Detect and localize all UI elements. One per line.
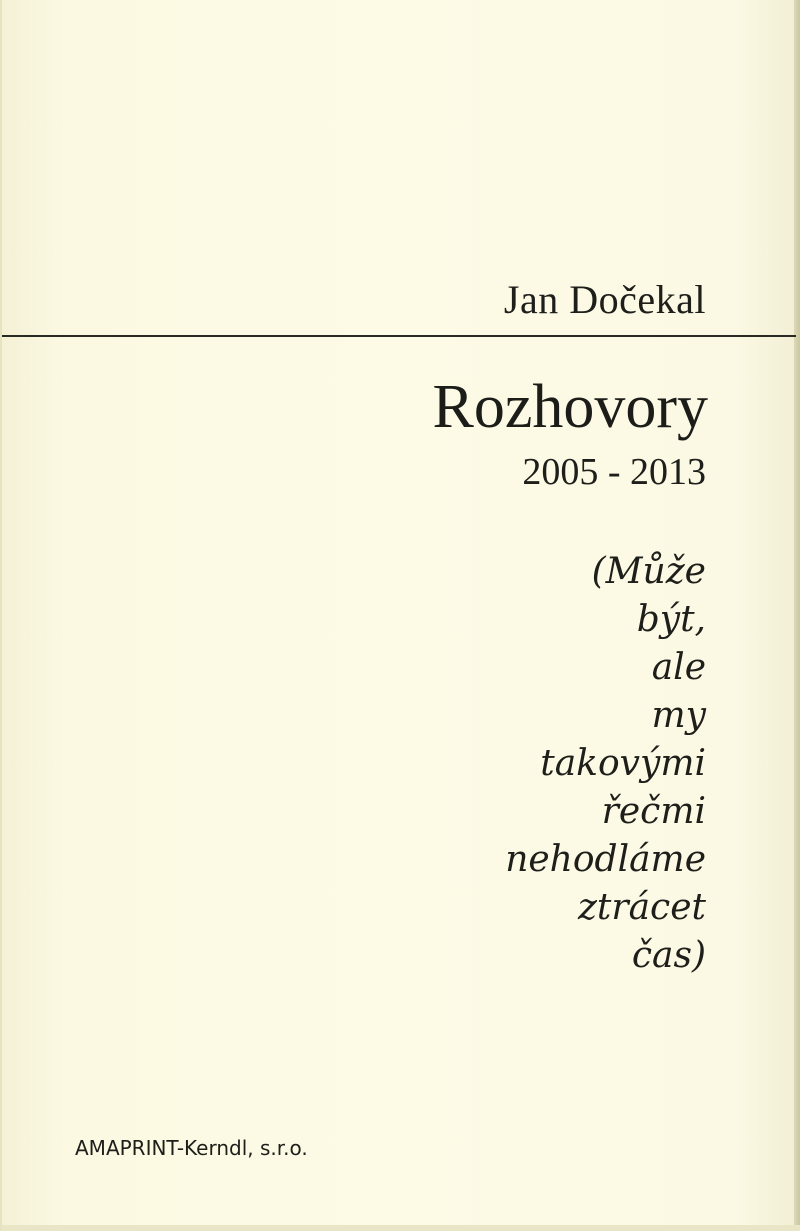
cover-edge [794, 0, 800, 1231]
subtitle-line: čas) [631, 935, 706, 976]
subtitle-line: (Může [591, 551, 706, 592]
subtitle-quote [505, 548, 706, 980]
author-name: Jan Dočekal [503, 277, 706, 322]
horizontal-rule [2, 335, 796, 337]
book-title: Rozhovory [432, 373, 708, 441]
subtitle-line: takovými [540, 743, 706, 784]
cover-bottom-edge [2, 1225, 800, 1231]
publisher-name: AMAPRINT-Kerndl, s.r.o. [75, 1136, 308, 1160]
subtitle-line: ztrácet [577, 887, 706, 928]
year-range: 2005 - 2013 [522, 451, 706, 493]
subtitle-line: ale [651, 647, 706, 688]
subtitle-line: řečmi [601, 791, 706, 832]
subtitle-line: my [651, 695, 706, 736]
subtitle-line: být, [636, 599, 706, 640]
subtitle-line: nehodláme [505, 839, 706, 880]
